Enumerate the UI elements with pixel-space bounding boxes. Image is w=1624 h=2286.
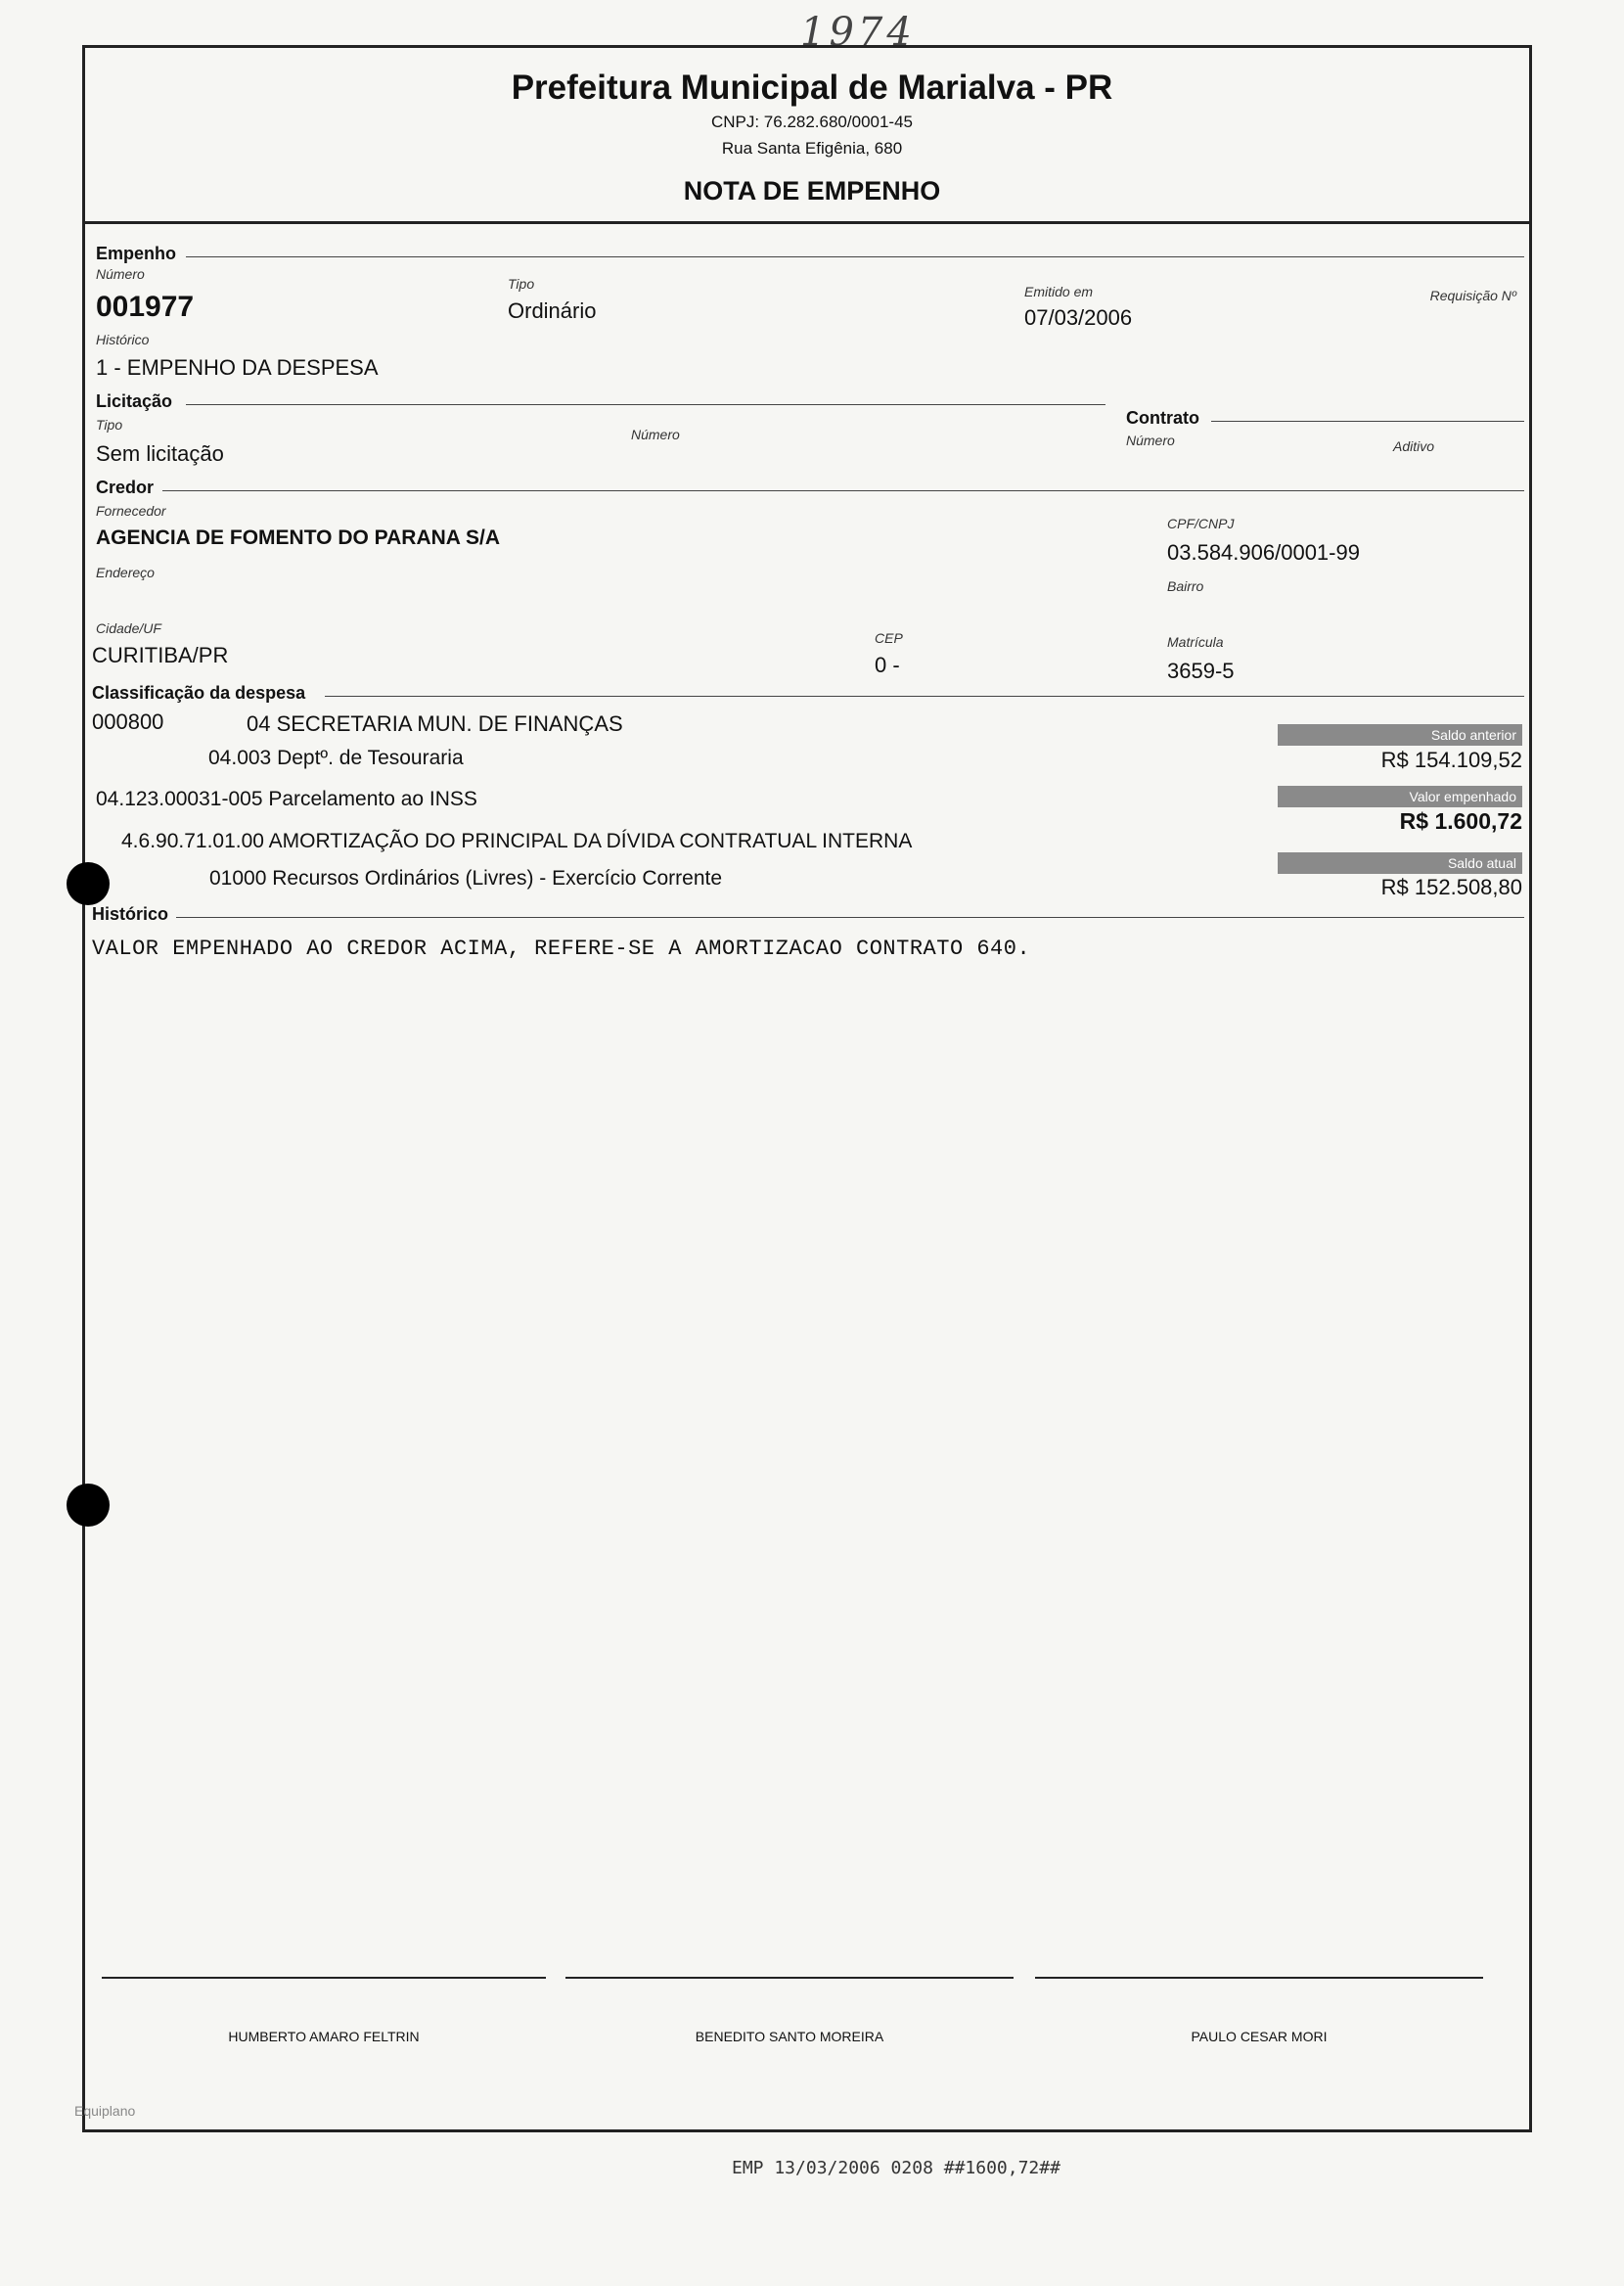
section-rule — [1211, 421, 1524, 422]
municipality-address: Rua Santa Efigênia, 680 — [721, 139, 903, 158]
section-rule — [186, 404, 1105, 405]
municipality-cnpj: CNPJ: 76.282.680/0001-45 — [710, 113, 914, 131]
empenho-historico-label: Histórico — [96, 332, 150, 347]
empenho-historico: 1 - EMPENHO DA DESPESA — [96, 355, 379, 380]
endereco-label: Endereço — [96, 565, 155, 580]
saldo-atual-value: R$ 152.508,80 — [1380, 875, 1522, 899]
section-historico: Histórico — [92, 904, 169, 924]
punch-hole — [67, 862, 110, 905]
cep-value: 0 - — [875, 653, 900, 677]
section-credor: Credor — [96, 478, 155, 497]
cidade-label: Cidade/UF — [96, 620, 161, 636]
matricula-label: Matrícula — [1167, 634, 1224, 650]
cidade-uf: CURITIBA/PR — [92, 643, 229, 667]
saldo-anterior-value: R$ 154.109,52 — [1380, 748, 1522, 772]
signatory-name: HUMBERTO AMARO FELTRIN — [228, 2029, 420, 2044]
classificacao-codigo: 000800 — [92, 709, 164, 734]
section-empenho: Empenho — [96, 244, 177, 263]
empenho-tipo: Ordinário — [508, 298, 597, 323]
fornecedor-label: Fornecedor — [96, 503, 166, 519]
empenho-numero: 001977 — [96, 291, 195, 323]
emitido-label: Emitido em — [1024, 284, 1094, 299]
municipality-title: Prefeitura Municipal de Marialva - PR — [511, 69, 1113, 107]
contrato-aditivo-label: Aditivo — [1393, 438, 1435, 454]
section-classificacao: Classificação da despesa — [92, 683, 306, 703]
classificacao-recurso: 01000 Recursos Ordinários (Livres) - Exercício Corrente — [209, 867, 723, 890]
signatory-name: PAULO CESAR MORI — [1191, 2029, 1328, 2044]
requisicao-label: Requisição Nº — [1429, 288, 1516, 303]
software-credit: Equiplano — [74, 2103, 136, 2119]
classificacao-funcional: 04.123.00031-005 Parcelamento ao INSS — [96, 788, 477, 810]
classificacao-unidade: 04.003 Deptº. de Tesouraria — [208, 747, 464, 769]
licitacao-numero-label: Número — [631, 427, 680, 442]
section-rule — [325, 696, 1524, 697]
historico-text: VALOR EMPENHADO AO CREDOR ACIMA, REFERE-SE A AMORTIZACAO CONTRATO 640. — [92, 937, 1031, 961]
empenho-numero-label: Número — [96, 266, 145, 282]
footer-stamp: EMP 13/03/2006 0208 ##1600,72## — [732, 2158, 1060, 2178]
saldo-anterior-badge: Saldo anterior — [1278, 724, 1522, 746]
licitacao-tipo: Sem licitação — [96, 441, 224, 466]
signature-line — [1035, 1977, 1483, 1979]
header-divider — [82, 221, 1532, 224]
classificacao-orgao: 04 SECRETARIA MUN. DE FINANÇAS — [247, 711, 623, 736]
contrato-numero-label: Número — [1126, 433, 1175, 448]
licitacao-tipo-label: Tipo — [96, 417, 123, 433]
document-title: NOTA DE EMPENHO — [683, 176, 941, 206]
cpf-cnpj-label: CPF/CNPJ — [1167, 516, 1235, 531]
empenho-tipo-label: Tipo — [508, 276, 535, 292]
matricula-value: 3659-5 — [1167, 659, 1235, 683]
signature-line — [565, 1977, 1014, 1979]
section-licitacao: Licitação — [96, 391, 173, 411]
section-rule — [176, 917, 1524, 918]
section-rule — [162, 490, 1524, 491]
signature-line — [102, 1977, 546, 1979]
classificacao-elemento: 4.6.90.71.01.00 AMORTIZAÇÃO DO PRINCIPAL DA DÍVIDA CONTRATUAL INTERNA — [121, 830, 913, 852]
punch-hole — [67, 1484, 110, 1527]
handwritten-number: 1974 — [800, 10, 916, 55]
saldo-atual-badge: Saldo atual — [1278, 852, 1522, 874]
section-contrato: Contrato — [1126, 408, 1199, 428]
fornecedor-name: AGENCIA DE FOMENTO DO PARANA S/A — [96, 526, 501, 549]
signatory-name: BENEDITO SANTO MOREIRA — [695, 2029, 884, 2044]
section-rule — [186, 256, 1524, 257]
cep-label: CEP — [875, 630, 903, 646]
bairro-label: Bairro — [1167, 578, 1204, 594]
cpf-cnpj: 03.584.906/0001-99 — [1167, 540, 1360, 565]
emitido-date: 07/03/2006 — [1024, 305, 1133, 330]
valor-empenhado-value: R$ 1.600,72 — [1399, 808, 1522, 834]
valor-empenhado-badge: Valor empenhado — [1278, 786, 1522, 807]
